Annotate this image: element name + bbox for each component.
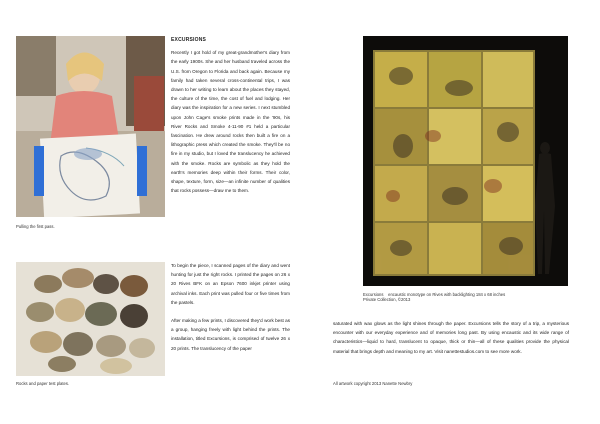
artwork-caption-line2: Private Collection, ©2013	[363, 297, 411, 303]
artwork-caption-line1: Excursions encaustic monotype on Rives with backlighting 184 x 68 inches	[363, 292, 506, 297]
installation-graphic	[363, 36, 568, 286]
paragraph-3: After making a few prints, I discovered they'd work best as a group, hanging freely with light behind the prints. The installation, titled Excursions, is comprised of twelve 26 x 20 prints. The translucency of the paper	[171, 318, 290, 351]
paragraph-2: To begin the piece, I scanned pages of the diary and went hunting for just the right rocks. I printed the pages on 26 x 20 Rives BFK on an Epson 7600 inkjet printer using archival inks. Each print was pulled four or five times from the pastels.	[171, 263, 290, 305]
right-column-text	[333, 319, 569, 356]
left-column-text-2	[171, 261, 290, 353]
photo-rocks-paper	[16, 262, 165, 376]
artist-photo-graphic	[16, 36, 165, 217]
article-heading: EXCURSIONS	[171, 37, 207, 43]
paragraph-1: Recently I got hold of my great-grandmother's diary from the early 1900s. She and her husband traveled across the U.S. from Oregon to Florida and back again. Because my family had taken several cross-continental trips, I was drawn to her writing to learn about the places they stayed, the culture of the time, the cost of fuel and lodging. Her diary was the inspiration for a new series. I next stumbled upon John Cage's smoke prints made in the '90s, his River Rocks and Smoke 4-11-90 #1 held a particular fascination. He drew around rocks then built a fire on a lithographic press which created the smoke. They'll be no fire in my studio, but I loved the translucency he achieved with the smoke. Rocks are symbolic as they hold the earth's memories deep within their forms. Their color, shape, texture, form, size—an infinite number of qualities that rocks possess—draw me to them.	[171, 50, 290, 194]
copyright-line: All artwork copyright 2013 Nanette Newbry	[333, 381, 413, 386]
rocks-photo-graphic	[16, 262, 165, 376]
artwork-caption	[363, 292, 568, 303]
left-column-text	[171, 36, 290, 195]
artwork-installation-photo	[363, 36, 568, 286]
photo2-caption: Rocks and paper test plates.	[16, 381, 70, 386]
photo-artist-pulling-print	[16, 36, 165, 217]
photo1-caption: Pulling the first pass.	[16, 224, 55, 229]
right-paragraph: saturated with wax glows as the light shines through the paper. Excursions tells the story of a trip, a mysterious encounter with our everyday experience and of memories long past. By using encaustic and its wide range of characteristics—liquid to hard, translucent to opaque, thick or thin—all of these qualities provide the physical material that brings depth and meaning to my art. Visit nanettestudios.com to see more work.	[333, 321, 569, 354]
